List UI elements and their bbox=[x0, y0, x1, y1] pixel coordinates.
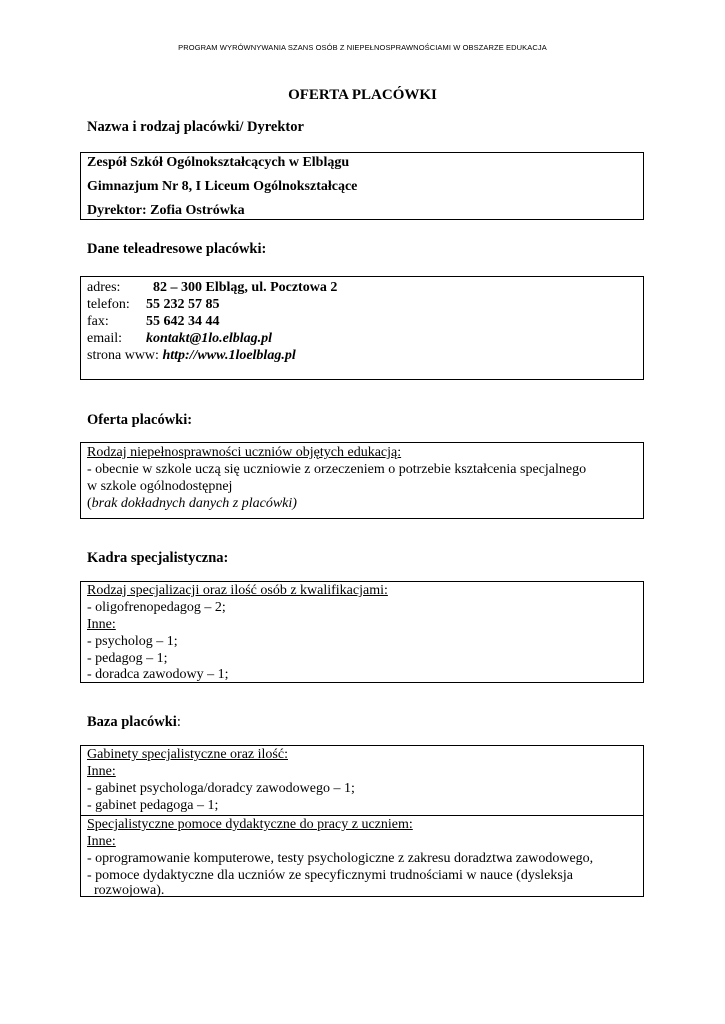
address-row bbox=[87, 279, 337, 296]
section-name-heading: Nazwa i rodzaj placówki/ Dyrektor bbox=[87, 119, 304, 135]
offer-line-3-paren: ( bbox=[87, 496, 92, 511]
staff-item: - oligofrenopedagog – 2; bbox=[87, 600, 226, 615]
phone-row bbox=[87, 296, 220, 313]
cabinets-label: Gabinety specjalistyczne oraz ilość: bbox=[87, 747, 288, 762]
aids-other-label: Inne: bbox=[87, 834, 116, 849]
section-contact-heading: Dane teleadresowe placówki: bbox=[87, 241, 267, 257]
offer-line-2: w szkole ogólnodostępnej bbox=[87, 479, 233, 494]
aid-item: - oprogramowanie komputerowe, testy psychologiczne z zakresu doradztwa zawodowego, bbox=[87, 851, 594, 866]
staff-item: - pedagog – 1; bbox=[87, 651, 168, 666]
staff-subheading: Rodzaj specjalizacji oraz ilość osób z kwalifikacjami: bbox=[87, 583, 388, 598]
address-label: adres: bbox=[87, 280, 121, 295]
director: Dyrektor: Zofia Ostrówka bbox=[87, 203, 245, 218]
phone-value: 55 232 57 85 bbox=[146, 297, 220, 312]
fax-row bbox=[87, 313, 220, 330]
school-name: Zespół Szkół Ogólnokształcących w Elblągu bbox=[87, 155, 350, 170]
www-value[interactable]: http://www.1loelblag.pl bbox=[162, 348, 296, 363]
email-value[interactable]: kontakt@1lo.elblag.pl bbox=[146, 331, 272, 346]
section-base-box bbox=[80, 745, 644, 897]
section-staff-heading: Kadra specjalistyczna: bbox=[87, 550, 229, 566]
www-row bbox=[87, 347, 296, 364]
staff-other-label: Inne: bbox=[87, 617, 116, 632]
section-name-box bbox=[80, 152, 644, 220]
aid-item: rozwojowa). bbox=[87, 883, 165, 898]
fax-label: fax: bbox=[87, 314, 109, 329]
section-offer-heading: Oferta placówki: bbox=[87, 412, 193, 428]
phone-label: telefon: bbox=[87, 297, 130, 312]
cabinets-other-label: Inne: bbox=[87, 764, 116, 779]
email-label: email: bbox=[87, 331, 122, 346]
aid-item: - pomoce dydaktyczne dla uczniów ze specyficznymi trudnościami w nauce (dysleksja bbox=[87, 868, 573, 883]
offer-line-1: - obecnie w szkole uczą się uczniowie z orzeczeniem o potrzebie kształcenia specjalnego bbox=[87, 462, 587, 477]
section-contact-box bbox=[80, 276, 644, 380]
staff-item: - doradca zawodowy – 1; bbox=[87, 667, 229, 682]
section-base-heading bbox=[87, 714, 181, 731]
section-base-heading-colon: : bbox=[176, 714, 181, 730]
section-staff-box bbox=[80, 581, 644, 683]
cabinet-item: - gabinet psychologa/doradcy zawodowego – 1; bbox=[87, 781, 355, 796]
offer-line-3 bbox=[87, 495, 297, 512]
fax-value: 55 642 34 44 bbox=[146, 314, 220, 329]
page-header: PROGRAM WYRÓWNYWANIA SZANS OSÓB Z NIEPEŁNOSPRAWNOŚCIAMI W OBSZARZE EDUKACJA bbox=[178, 43, 547, 52]
school-type: Gimnazjum Nr 8, I Liceum Ogólnokształcące bbox=[87, 179, 358, 194]
cabinet-item: - gabinet pedagoga – 1; bbox=[87, 798, 219, 813]
www-label: strona www: bbox=[87, 348, 159, 363]
section-base-heading-text: Baza placówki bbox=[87, 714, 177, 730]
email-row bbox=[87, 330, 272, 347]
section-offer-box bbox=[80, 442, 644, 519]
staff-item: - psycholog – 1; bbox=[87, 634, 178, 649]
offer-line-3-note: brak dokładnych danych z placówki) bbox=[91, 496, 297, 511]
offer-subheading: Rodzaj niepełnosprawności uczniów objętych edukacją: bbox=[87, 445, 402, 460]
page-title: OFERTA PLACÓWKI bbox=[288, 87, 437, 103]
address-value: 82 – 300 Elbląg, ul. Pocztowa 2 bbox=[153, 280, 338, 295]
aids-label: Specjalistyczne pomoce dydaktyczne do pracy z uczniem: bbox=[87, 817, 413, 832]
